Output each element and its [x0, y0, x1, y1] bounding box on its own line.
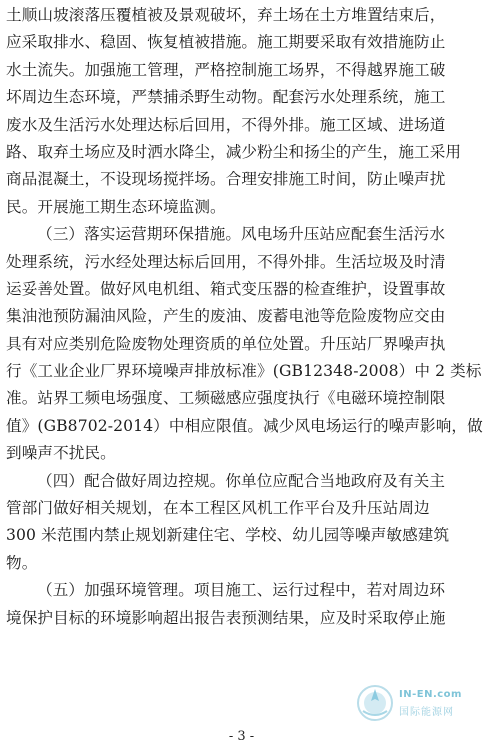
text-line-12: 集油池预防漏油风险，产生的废油、废蓄电池等危险废物应交由 — [6, 307, 446, 326]
text-line-6: 路、取弃土场应及时洒水降尘，减少粉尘和扬尘的产生，施工采用 — [6, 142, 462, 161]
text-line-23: 境保护目标的环境影响超出报告表预测结果，应及时采取停止施 — [6, 608, 446, 627]
text-line-13: 具有对应类别危险废物处理资质的单位处置。升压站厂界噪声执 — [6, 334, 446, 353]
text-line-14: 行《工业企业厂界环境噪声排放标准》(GB12348-2008）中 2 类标 — [6, 362, 482, 381]
text-line-17: 到噪声不扰民。 — [6, 444, 116, 463]
site-watermark — [355, 675, 473, 735]
text-line-19: 管部门做好相关规划，在本工程区风机工作平台及升压站周边 — [6, 499, 430, 518]
text-line-16: 值》(GB8702-2014）中相应限值。减少风电场运行的噪声影响，做 — [6, 416, 483, 435]
text-line-20: 300 米范围内禁止规划新建住宅、学校、幼儿园等噪声敏感建筑 — [6, 526, 450, 545]
text-line-3: 水土流失。加强施工管理，严格控制施工场界，不得越界施工破 — [6, 60, 446, 79]
text-line-8: 民。开展施工期生态环境监测。 — [6, 197, 226, 216]
watermark-name: 国际能源网 — [399, 707, 454, 718]
section-heading-4: （四）配合做好周边控规。你单位应配合当地政府及有关主 — [37, 471, 446, 490]
text-line-15: 准。站界工频电场强度、工频磁感应强度执行《电磁环境控制限 — [6, 389, 446, 408]
text-line-4: 坏周边生态环境，严禁捕杀野生动物。配套污水处理系统，施工 — [6, 88, 446, 107]
section-heading-5: （五）加强环境管理。项目施工、运行过程中，若对周边环 — [37, 581, 446, 600]
text-line-10: 处理系统，污水经处理达标后回用，不得外排。生活垃圾及时清 — [6, 252, 446, 271]
text-line-2: 应采取排水、稳固、恢复植被措施。施工期要采取有效措施防止 — [6, 33, 446, 52]
watermark-brand: IN-EN.com — [399, 689, 462, 700]
page-number: - 3 - — [228, 729, 255, 744]
text-line-5: 废水及生活污水处理达标后回用，不得外排。施工区域、进场道 — [6, 115, 446, 134]
in-en-logo-icon — [355, 683, 395, 723]
text-line-1: 土顺山坡滚落压覆植被及景观破坏，弃土场在土方堆置结束后， — [6, 6, 446, 24]
document-body — [6, 2, 483, 632]
text-line-7: 商品混凝土，不设现场搅拌场。合理安排施工时间，防止噪声扰 — [6, 170, 446, 189]
section-heading-3: （三）落实运营期环保措施。风电场升压站应配套生活污水 — [37, 225, 446, 244]
text-line-11: 运妥善处置。做好风电机组、箱式变压器的检查维护，设置事故 — [6, 279, 446, 298]
text-line-21: 物。 — [6, 553, 38, 572]
